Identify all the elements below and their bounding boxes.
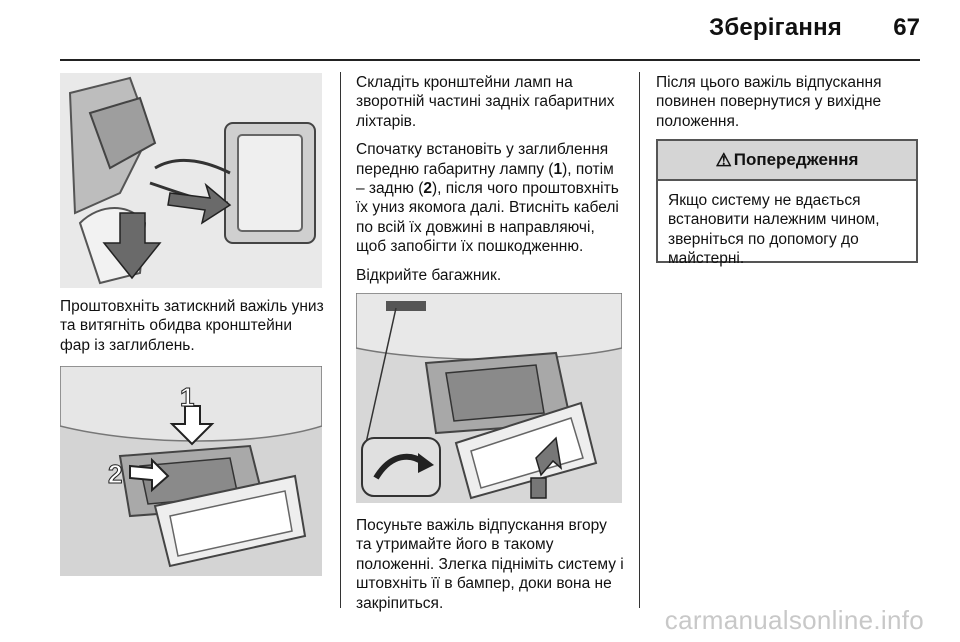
paragraph: Після цього важіль відпускання повинен повернутися у вихідне положення. [656, 74, 882, 130]
paragraph: Складіть кронштейни ламп на зворотній частині задніх габаритних ліхтарів. [356, 74, 615, 130]
section-title: Зберігання [709, 14, 842, 41]
figure-insert-lamps [60, 366, 322, 576]
column-divider [639, 72, 640, 608]
warning-triangle-icon: ⚠ [715, 149, 732, 170]
warning-title: Попередження [733, 150, 859, 169]
column-2-text [356, 73, 626, 294]
figure3-caption: Посуньте важіль відпускання вгору та утримайте його в такому положенні. Злегка підніміть систему і штовхніть її в бампер, доки вона не закріпиться. [356, 517, 624, 612]
text-run: Спочатку встановіть у заглиблення передню габаритну лампу ( [356, 141, 609, 178]
warning-box [656, 139, 918, 268]
paragraph [356, 140, 626, 256]
bold-number: 2 [423, 180, 432, 198]
column-3-text [656, 73, 922, 140]
text-run: ), потім – задню ( [356, 160, 614, 198]
warning-text: Якщо систему не вдається встановити належним чином, зверніться по допомогу до майстерні. [668, 192, 880, 268]
paragraph: Відкрийте багажник. [356, 266, 502, 284]
text-run: ), після чого проштовхніть їх униз якомога далі. Втисніть кабелі по всій їх довжині в направляючі, щоб запобігти їх пошкодженню. [356, 180, 619, 256]
page-number: 67 [893, 14, 920, 41]
column-divider [340, 72, 341, 608]
header-divider [60, 59, 920, 61]
figure-lamp-bracket-release [60, 73, 322, 288]
watermark: carmanualsonline.info [664, 605, 924, 635]
callout-2: 2 [108, 459, 123, 489]
figure1-caption: Проштовхніть затискний важіль униз та витягніть обидва кронштейни фар із заглиблень. [60, 298, 324, 354]
warning-header [658, 141, 916, 181]
bold-number: 1 [553, 160, 563, 178]
figure-release-lever [356, 293, 622, 503]
callout-1: 1 [180, 382, 195, 412]
